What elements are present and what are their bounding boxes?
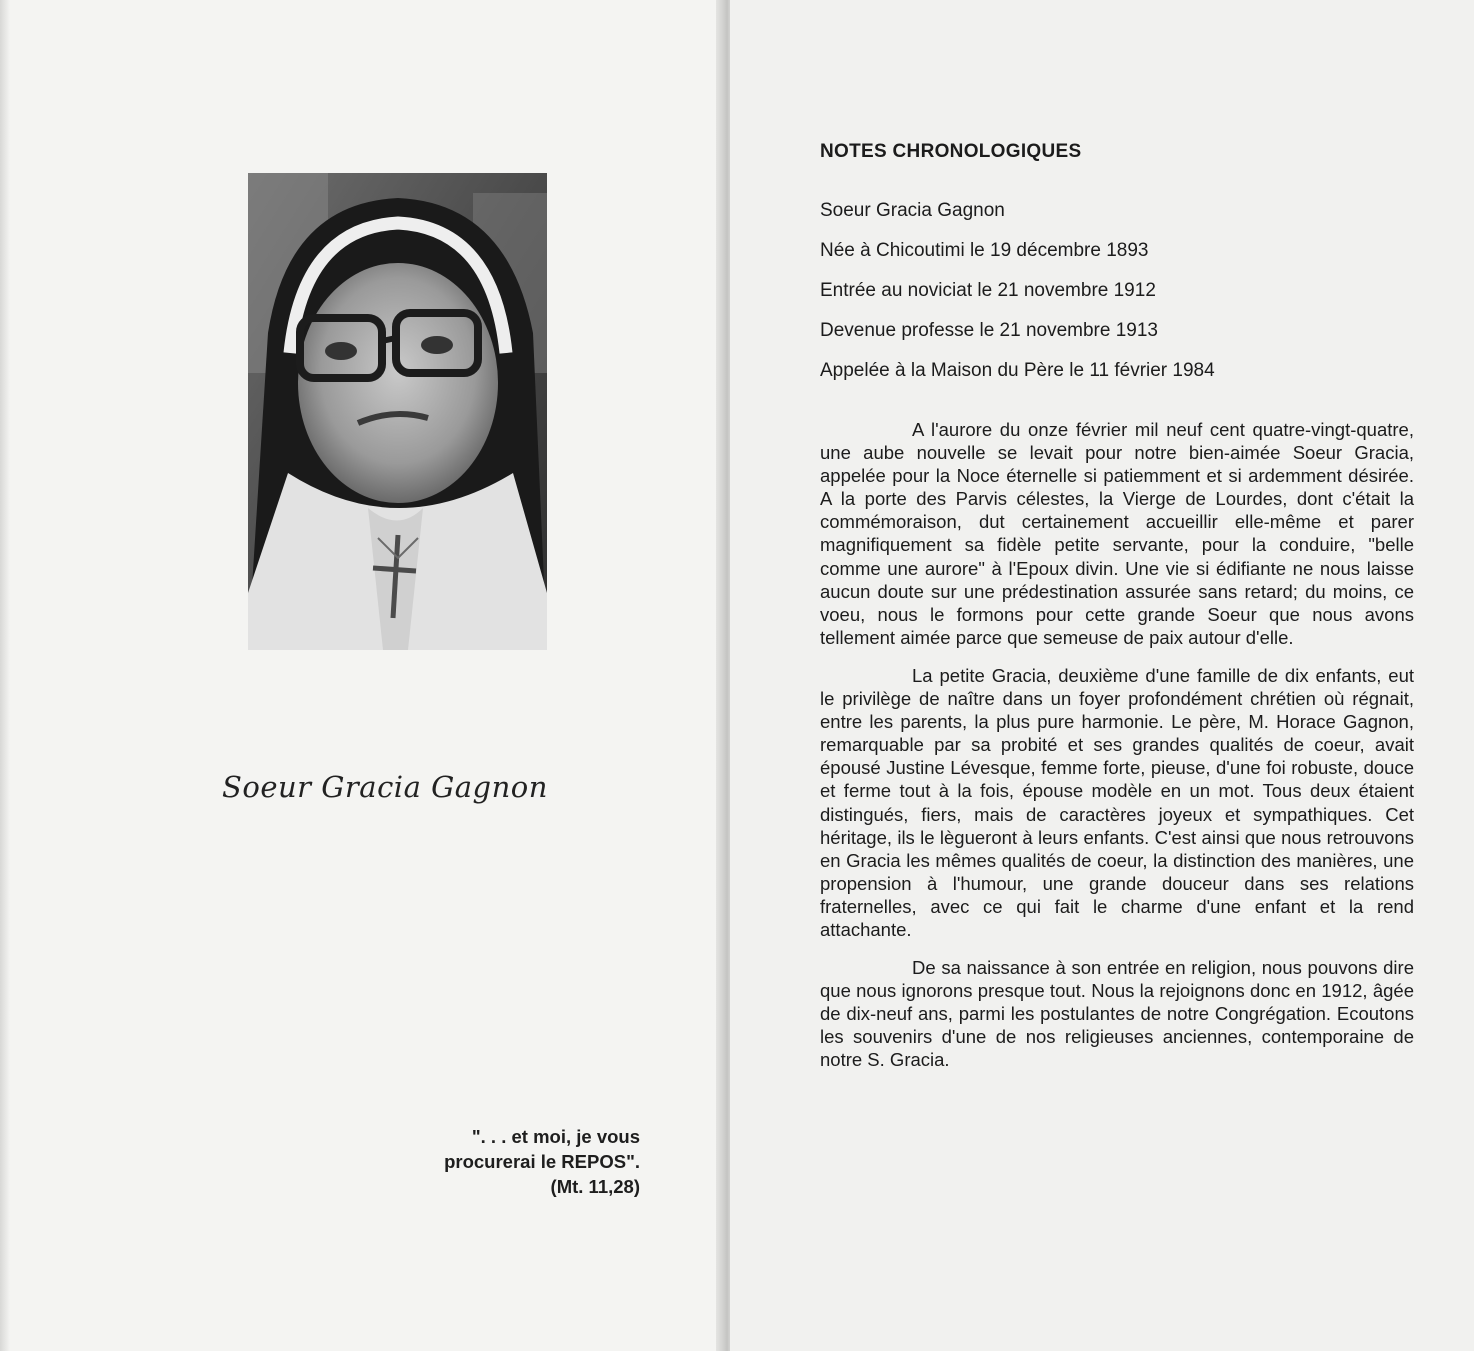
chronology-item: Née à Chicoutimi le 19 décembre 1893 (820, 240, 1149, 261)
quote-line-2: procurerai le REPOS". (444, 1151, 640, 1172)
quote-line-1: ". . . et moi, je vous (471, 1126, 640, 1147)
chronology-item: Devenue professe le 21 novembre 1913 (820, 320, 1159, 341)
scripture-quote (380, 1124, 640, 1199)
section-title: NOTES CHRONOLOGIQUES (820, 141, 1082, 162)
quote-reference: (Mt. 11,28) (550, 1176, 640, 1197)
chronology-item: Soeur Gracia Gagnon (820, 200, 1005, 221)
page-edge (0, 0, 10, 1351)
chronology-item: Entrée au noviciat le 21 novembre 1912 (820, 280, 1156, 301)
paragraph: A l'aurore du onze février mil neuf cent quatre-vingt-quatre, une aube nouvelle se levait pour notre bien-aimée Soeur Gracia, appelée pour la Noce éternelle si patiemment et si ardemment désirée. A la porte des Parvis célestes, la Vierge de Lourdes, dont c'était la commémoraison, dut certainement accueillir elle-même et parer magnifiquement sa fidèle petite servante, pour la conduire, "belle comme une aurore" à l'Epoux divin. Une vie si édifiante ne nous laisse aucun doute sur une prédestination assurée sans retard; du moins, ce voeu, nous le formons pour cette grande Soeur que nous avons tellement aimée parce que semeuse de paix autour d'elle. (820, 419, 1414, 648)
paragraph: La petite Gracia, deuxième d'une famille de dix enfants, eut le privilège de naître dans un foyer profondément chrétien où régnait, entre les parents, la plus pure harmonie. Le père, M. Horace Gagnon, remarquable par sa probité et ses grandes qualités de coeur, avait épousé Justine Lévesque, femme forte, pieuse, d'une foi robuste, douce et ferme tout à la fois, épouse modèle en un mot. Tous deux étaient distingués, fiers, mais de caractères joyeux et sympathiques. Cet héritage, ils le lègueront à leurs enfants. C'est ainsi que nous retrouvons en Gracia les mêmes qualités de coeur, la distinction des manières, une propension à l'humour, une grande douceur dans ses relations fraternelles, avec ce qui fait le charme d'une enfant et la rend attachante. (820, 664, 1414, 940)
portrait-photo (248, 173, 547, 650)
chronology-list (820, 199, 1420, 399)
paragraph: De sa naissance à son entrée en religion, nous pouvons dire que nous ignorons presque tout. Nous la rejoignons donc en 1912, âgée de dix-neuf ans, parmi les postulantes de notre Congrégation. Ecoutons les souvenirs d'une de nos religieuses anciennes, contemporaine de notre S. Gracia. (820, 957, 1414, 1071)
signature: Soeur Gracia Gagnon (222, 770, 548, 804)
portrait-photo-icon (248, 173, 547, 650)
right-page (730, 0, 1474, 1351)
left-page (0, 0, 722, 1351)
chronology-item: Appelée à la Maison du Père le 11 février 1984 (820, 360, 1215, 381)
body-text (820, 418, 1414, 1087)
